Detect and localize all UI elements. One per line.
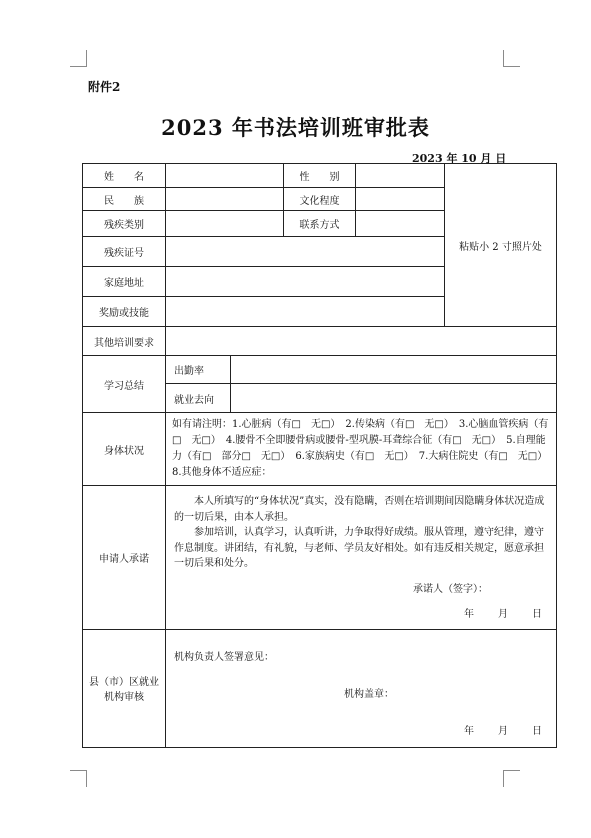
label-contact: 联系方式 [284,211,356,237]
pledge-paragraph-2: 参加培训，认真学习，认真听讲，力争取得好成绩。服从管理，遵守纪律，遵守作息制度。讲团结，有礼貌，与老师、学员友好相处。如有违反相关规定，愿意承担一切后果和处分。 [174,527,544,569]
value-employment[interactable] [231,384,557,413]
review-cell [166,629,557,747]
form-date: 2023 年 10 月 日 [412,152,507,165]
pledge-date-day: 日 [532,609,542,620]
label-study-summary: 学习总结 [83,356,166,413]
crop-mark-br-h [503,770,520,771]
pledge-date-year: 年 [464,609,474,620]
pledge-date[interactable] [174,607,548,623]
review-date[interactable] [174,722,548,737]
application-form-table [82,163,557,748]
crop-mark-bl-v [86,770,87,787]
pledge-cell [166,486,557,630]
label-ethnicity: 民 族 [83,188,166,211]
value-awards[interactable] [166,297,445,327]
label-awards: 奖励或技能 [83,297,166,327]
label-attendance: 出勤率 [166,356,231,384]
annex-label: 附件2 [88,80,121,94]
review-date-month: 月 [498,725,508,737]
pledge-signature[interactable]: 承诺人（签字）： [413,583,488,595]
label-other-needs: 其他培训要求 [83,327,166,356]
value-name[interactable] [166,164,284,188]
review-seal[interactable]: 机构盖章： [344,688,394,700]
label-education: 文化程度 [284,188,356,211]
value-other-needs[interactable] [166,327,557,356]
crop-mark-tl-h [70,66,87,67]
label-employment: 就业去向 [166,384,231,413]
crop-mark-tl-v [86,50,87,67]
label-disability-type: 残疾类别 [83,211,166,237]
value-address[interactable] [166,267,445,297]
value-disability-type[interactable] [166,211,284,237]
crop-mark-br-v [503,770,504,787]
label-pledge: 申请人承诺 [83,486,166,630]
value-gender[interactable] [356,164,445,188]
label-name: 姓 名 [83,164,166,188]
value-disability-cert[interactable] [166,237,445,267]
label-health: 身体状况 [83,413,166,486]
pledge-paragraph-1: 本人所填写的“身体状况”真实，没有隐瞒，否则在培训期间因隐瞒身体状况造成的一切后果，由本人承担。 [174,496,545,523]
value-education[interactable] [356,188,445,211]
pledge-date-month: 月 [498,609,508,620]
crop-mark-tr-h [503,66,520,67]
review-date-year: 年 [464,725,474,737]
photo-area[interactable]: 粘贴小 2 寸照片处 [445,164,557,327]
value-contact[interactable] [356,211,445,237]
value-ethnicity[interactable] [166,188,284,211]
review-date-day: 日 [532,725,542,737]
label-disability-cert: 残疾证号 [83,237,166,267]
crop-mark-tr-v [503,50,504,67]
health-checklist[interactable]: 如有请注明：1.心脏病（有□ 无□） 2.传染病（有□ 无□） 3.心脑血管疾病（有□ 无□） 4.腰骨不全即腰骨病或腰骨-型巩膜-耳聋综合征（有□ 无□） 5.自理能力（有□ 部分□ 无□） 6.家族病史（有□ 无□） 7.大病住院史（有□ 无□）8.其他身体不适应症： [166,413,557,486]
label-review: 县（市）区就业机构审核 [83,629,166,747]
label-gender: 性 别 [284,164,356,188]
review-opinion[interactable]: 机构负责人签署意见： [174,651,274,663]
page-title: 2023 年书法培训班审批表 [161,115,430,140]
crop-mark-bl-h [70,770,87,771]
label-address: 家庭地址 [83,267,166,297]
value-attendance[interactable] [231,356,557,384]
